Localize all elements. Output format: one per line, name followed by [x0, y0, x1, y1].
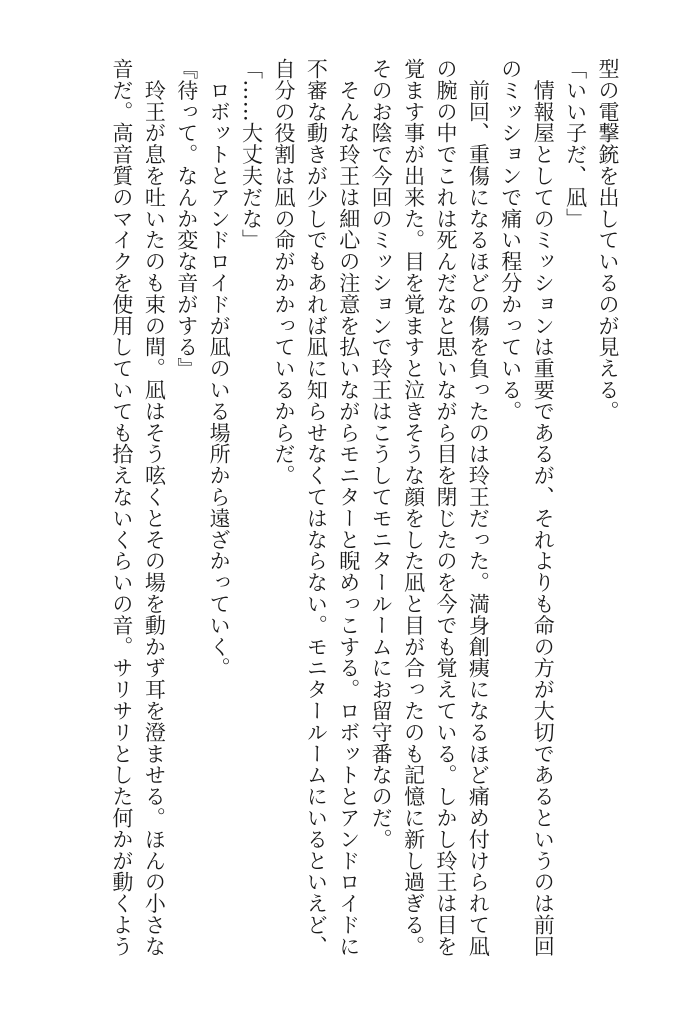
- text-line: 情報屋としてのミッションは重要であるが、それよりも命の方が大切であるというのは前回: [531, 58, 556, 957]
- text-line: 不審な動きが少しでもあれば凪に知らせなくてはならない。モニタールームにいるといえど、: [304, 58, 329, 957]
- text-line: 「いい子だ、凪」: [563, 58, 588, 230]
- text-line: のミッションで痛い程分かっている。: [498, 58, 523, 422]
- text-line: そんな玲王は細心の注意を払いながらモニターと睨めっこする。ロボットとアンドロイドに: [336, 58, 361, 957]
- text-line: 玲王が息を吐いたのも束の間。凪はそう呟くとその場を動かず耳を澄ませる。ほんの小さな: [142, 58, 167, 957]
- text-line: 自分の役割は凪の命がかかっているからだ。: [271, 58, 296, 486]
- text-line: 前回、重傷になるほどの傷を負ったのは玲王だった。満身創痍になるほど痛め付けられて凪: [466, 58, 491, 957]
- text-line: 音だ。高音質のマイクを使用していても拾えないくらいの音。サリサリとした何かが動くよう: [109, 58, 134, 957]
- text-line: 型の電撃銃を出しているのが見える。: [596, 58, 620, 422]
- text-line: そのお陰で今回のミッションで玲王はこうしてモニタールームにお留守番なのだ。: [369, 58, 394, 850]
- text-line: 『待って。なんか変な音がする』: [174, 58, 199, 379]
- vertical-text-block: [106, 58, 625, 978]
- text-line: ロボットとアンドロイドが凪のいる場所から遠ざかっていく。: [207, 58, 232, 679]
- text-line: 覚ます事が出来た。目を覚ますと泣きそうな顔をした凪と目が合ったのも記憶に新し過ぎる。: [401, 58, 426, 957]
- text-line: の腕の中でこれは死んだなと思いながら目を閉じたのを今でも覚えている。しかし玲王は目を: [433, 58, 458, 957]
- text-line: 「……大丈夫だな」: [239, 58, 264, 251]
